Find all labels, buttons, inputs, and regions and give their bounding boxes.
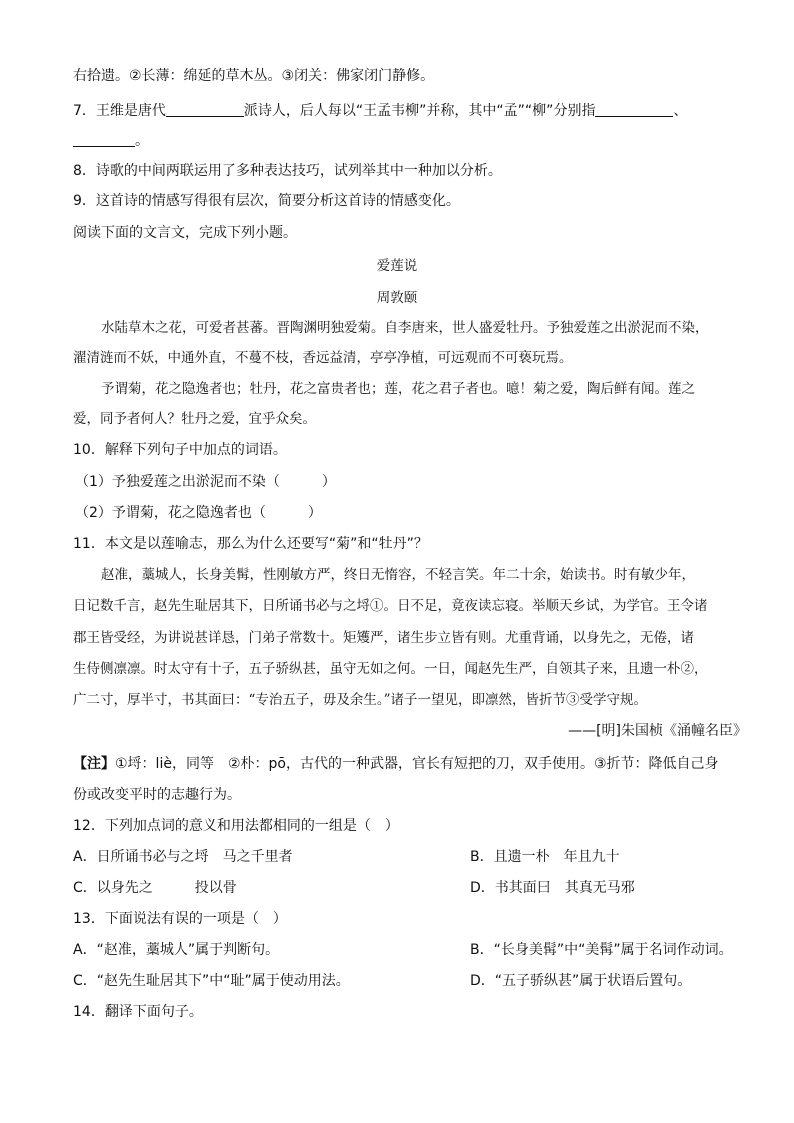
question-10-item-2: （2）予谓菊，花之隐逸者也（ ） <box>75 505 322 521</box>
passage2-line-5: 广二寸，厚半寸，书其面曰：“专治五子，毋及余生。”诸子一望见，即凛然，皆折节③受学守规。 <box>73 692 648 708</box>
question-12: 12．下列加点词的意义和用法都相同的一组是（ ） <box>73 818 399 834</box>
footnote-line: 右拾遗。②长薄：绵延的草木丛。③闭关：佛家闭门静修。 <box>73 68 435 84</box>
question-12-options-row-2 <box>73 878 635 898</box>
question-11: 11．本文是以莲喻志，那么为什么还要写“菊”和“牡丹”？ <box>73 536 428 552</box>
option-B[interactable]: B．“长身美髯”中“美髯”属于名词作动词。 <box>470 942 733 958</box>
passage-paragraph-1-cont: 濯清涟而不妖，中通外直，不蔓不枝，香远益清，亭亭净植，可远观而不可亵玩焉。 <box>73 350 573 366</box>
annotation-note-cont: 份或改变平时的志趣行为。 <box>73 787 241 803</box>
passage2-line-2: 日记数千言，赵先生耻居其下，日所诵书必与之埒①。日不足，竟夜读忘寝。举顺天乡试，为学官。王令诸 <box>73 598 708 614</box>
passage2-source: ——[明]朱国桢《涌幢名臣》 <box>568 723 747 739</box>
question-10-item-1: （1）予独爱莲之出淤泥而不染（ ） <box>75 474 336 490</box>
passage-paragraph-2-cont: 爱，同予者何人？牡丹之爱，宜乎众矣。 <box>73 411 316 427</box>
passage-paragraph-1: 水陆草木之花，可爱者甚蕃。晋陶渊明独爱菊。自李唐来，世人盛爱牡丹。予独爱莲之出淤泥而不染， <box>101 320 709 336</box>
passage2-line-1: 赵准，藁城人，长身美髯，性刚敏方严，终日无惰容，不轻言笑。年二十余，始读书。时有敏少年， <box>101 567 695 583</box>
option-C[interactable]: C．以身先之 投以骨 <box>73 880 237 896</box>
answer-blank[interactable] <box>595 102 673 117</box>
question-12-options-row-1 <box>73 847 620 867</box>
passage-title: 爱莲说 <box>376 258 418 274</box>
question-7-part-b: 派诗人，后人每以“王孟韦柳”并称，其中“孟”“柳”分别指 <box>243 103 596 119</box>
option-A[interactable]: A．“赵准，藁城人”属于判断句。 <box>73 942 280 958</box>
passage-author: 周敦颐 <box>376 290 418 306</box>
question-7 <box>73 101 687 121</box>
question-7-cont <box>73 131 149 151</box>
question-13-options-row-2 <box>73 971 692 991</box>
annotation-note <box>73 754 719 774</box>
question-7-part-d: 。 <box>135 133 149 149</box>
note-text: ①埒：liè，同等 ②朴：pō，古代的一种武器，官长有短把的刀，双手使用。③折节：降低自己身 <box>115 756 719 772</box>
option-C[interactable]: C．“赵先生耻居其下”中“耻”属于使动用法。 <box>73 973 350 989</box>
question-8: 8．诗歌的中间两联运用了多种表达技巧，试列举其中一种加以分析。 <box>73 163 502 179</box>
question-10: 10．解释下列句子中加点的词语。 <box>73 442 287 458</box>
passage-paragraph-2: 予谓菊，花之隐逸者也；牡丹，花之富贵者也；莲，花之君子者也。噫！菊之爱，陶后鲜有闻。莲之 <box>101 381 695 397</box>
question-9: 9．这首诗的情感写得很有层次，简要分析这首诗的情感变化。 <box>73 193 460 209</box>
note-label: 【注】 <box>73 756 115 772</box>
option-B[interactable]: B．且遗一朴 年且九十 <box>470 849 620 865</box>
question-13: 13．下面说法有误的一项是（ ） <box>73 911 287 927</box>
question-7-part-c: 、 <box>673 103 688 119</box>
passage2-line-3: 郡王皆受经，为讲说甚详恳，门弟子常数十。矩矱严，诸生步立皆有则。尤重背诵，以身先之，无倦，诸 <box>73 630 694 646</box>
option-D[interactable]: D．书其面曰 其真无马邪 <box>470 880 635 896</box>
option-A[interactable]: A．日所诵书必与之埒 马之千里者 <box>73 849 293 865</box>
question-13-options-row-1 <box>73 940 733 960</box>
question-7-part-a: 7．王维是唐代 <box>73 103 166 119</box>
answer-blank[interactable] <box>73 132 135 147</box>
reading-instruction: 阅读下面的文言文，完成下列小题。 <box>73 225 297 241</box>
option-D[interactable]: D．“五子骄纵甚”属于状语后置句。 <box>470 973 692 989</box>
answer-blank[interactable] <box>166 102 244 117</box>
question-14: 14．翻译下面句子。 <box>73 1004 203 1020</box>
passage2-line-4: 生侍侧凛凛。时太守有十子，五子骄纵甚，虽守无如之何。一日，闻赵先生严，自领其子来，且遗一朴②， <box>73 661 708 677</box>
